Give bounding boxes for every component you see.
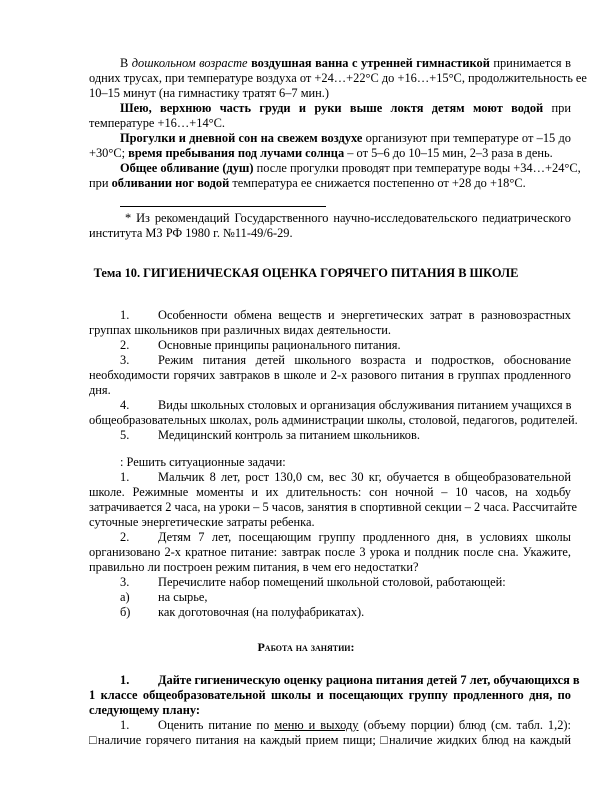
- question-4-line-2: общеобразовательных школах, роль администрации школы, столовой, педагогов, родителей.: [89, 413, 578, 427]
- work-item-1-line-2: 1 классе общеобразовательной школы и посещающих группу продленного дня, по: [89, 688, 571, 702]
- tasks-intro: : Решить ситуационные задачи:: [120, 455, 286, 469]
- question-1-line-2: группах школьников при различных видах деятельности.: [89, 323, 392, 337]
- footnote-line-2: института МЗ РФ 1980 г. №11-49/6-29.: [89, 226, 293, 240]
- document-page: В дошкольном возрасте воздушная ванна с утренней гимнастикой принимается в одних трусах, при температуре воздуха от +24…+22°С до +16…+15°С, продолжительность ее 10–15 минут (на гимнастику тратят 6–7 мин.) Шею, верхнюю часть груди и руки выше локтя детям моют водой при температуре +16…+14°С. Прогулки и дневной сон на свежем воздухе организуют при температуре от –15 до +30°С; время пребывания под лучами солнца – от 5–6 до 10–15 мин, 2–3 раза в день. Общее обливание (душ) после прогулки проводят при температуре воды +34…+24°С, при обливании ног водой температура ее снижается постепенно от +28 до +18°С. * Из рекомендаций Государственного научно-исследовательского педиатрического института МЗ РФ 1980 г. №11-49/6-29. Тема 10. ГИГИЕНИЧЕСКАЯ ОЦЕНКА ГОРЯЧЕГО ПИТАНИЯ В ШКОЛЕ 1. Особенности обмена веществ и энергетических затрат в разновозрастных группах школьников при различных видах деятельности. 2. Основные принципы рационального питания. 3. Режим питания детей школьного возраста и подростков, обоснование необходимости горячих завтраков в школе и 2-х разового питания в группах продленного дня. 4. Виды школьных столовых и организация обслуживания питанием учащихся в общеобразовательных школах, роль администрации школы, столовой, педагогов, родителей. 5. Медицинский контроль за питанием школьников. : Решить ситуационные задачи: 1. Мальчик 8 лет, рост 130,0 см, вес 30 кг, обучается в общеобразовательной школе. Режимные моменты и их длительность: сон ночной – 10 часов, на ходьбу затрачивается 2 часа, на уроки – 5 часов, занятия в спортивной секции – 2 часа. Рассчитайте суточные энергетические затраты ребенка. 2. Детям 7 лет, посещающим группу продленного дня, в условиях школы организовано 2-х кратное питание: завтрак после 3 урока и полдник после сна. Укажите, правильно ли построен режим питания, в чем его недостатки? 3. Перечислите набор помещений школьной столовой, работающей: а) на сырье, б) как доготовочная (на полуфабрикатах). Работа на занятии: 1. Дайте гигиеническую оценку рациона питания детей 7 лет, обучающихся в 1 классе общеобразовательной школы и посещающих группу продленного дня, по следующему плану: 1. Оценить питание по меню и выходу (объему порции) блюд (см. табл. 1,2): □наличие горячего питания на каждый прием пищи; □наличие жидких блюд на каждый: [0, 0, 612, 792]
- task-1-line-2: школе. Режимные моменты и их длительность: сон ночной – 10 часов, на ходьбу: [89, 485, 571, 499]
- work-item-1-line-3: следующему плану:: [89, 703, 200, 717]
- para-3-line-2: +30°С; время пребывания под лучами солнца – от 5–6 до 10–15 мин, 2–3 раза в день.: [89, 146, 553, 160]
- question-3-line-2: необходимости горячих завтраков в школе и 2-х разового питания в группах продленного: [89, 368, 571, 382]
- task-1-line-3: затрачивается 2 часа, на уроки – 5 часов, занятия в спортивной секции – 2 часа. Рассчитайте: [89, 500, 578, 514]
- question-3-line-3: дня.: [89, 383, 111, 397]
- footnote-line-1: * Из рекомендаций Государственного научно-исследовательского педиатрического: [125, 211, 571, 225]
- para-2-line-2: температуре +16…+14°С.: [89, 116, 225, 130]
- para-1-line-3: 10–15 минут (на гимнастику тратят 6–7 мин.): [89, 86, 330, 100]
- task-1-line-4: суточные энергетические затраты ребенка.: [89, 515, 315, 529]
- work-header: Работа на занятии:: [257, 640, 355, 654]
- task-2-line-2: организовано 2-х кратное питание: завтрак после 3 урока и полдник после сна. Укажите,: [89, 545, 571, 559]
- para-4-line-2: при обливании ног водой температура ее снижается постепенно от +28 до +18°С.: [89, 176, 526, 190]
- work-subitem-1-line-2: □наличие горячего питания на каждый прием пищи; □наличие жидких блюд на каждый: [89, 733, 571, 747]
- para-2-line-1: Шею, верхнюю часть груди и руки выше локтя детям моют водой при: [120, 101, 571, 115]
- para-4-line-1: Общее обливание (душ) после прогулки проводят при температуре воды +34…+24°С,: [120, 161, 581, 175]
- footnote-separator: [120, 206, 326, 207]
- para-1-line-2: одних трусах, при температуре воздуха от +24…+22°С до +16…+15°С, продолжительность ее: [89, 71, 587, 85]
- para-1-line-1: В дошкольном возрасте воздушная ванна с утренней гимнастикой принимается в: [120, 56, 571, 70]
- topic-title: Тема 10. ГИГИЕНИЧЕСКАЯ ОЦЕНКА ГОРЯЧЕГО ПИТАНИЯ В ШКОЛЕ: [93, 266, 519, 280]
- para-3-line-1: Прогулки и дневной сон на свежем воздухе организуют при температуре от –15 до: [120, 131, 571, 145]
- task-2-line-3: правильно ли построен режим питания, в чем его недостатки?: [89, 560, 419, 574]
